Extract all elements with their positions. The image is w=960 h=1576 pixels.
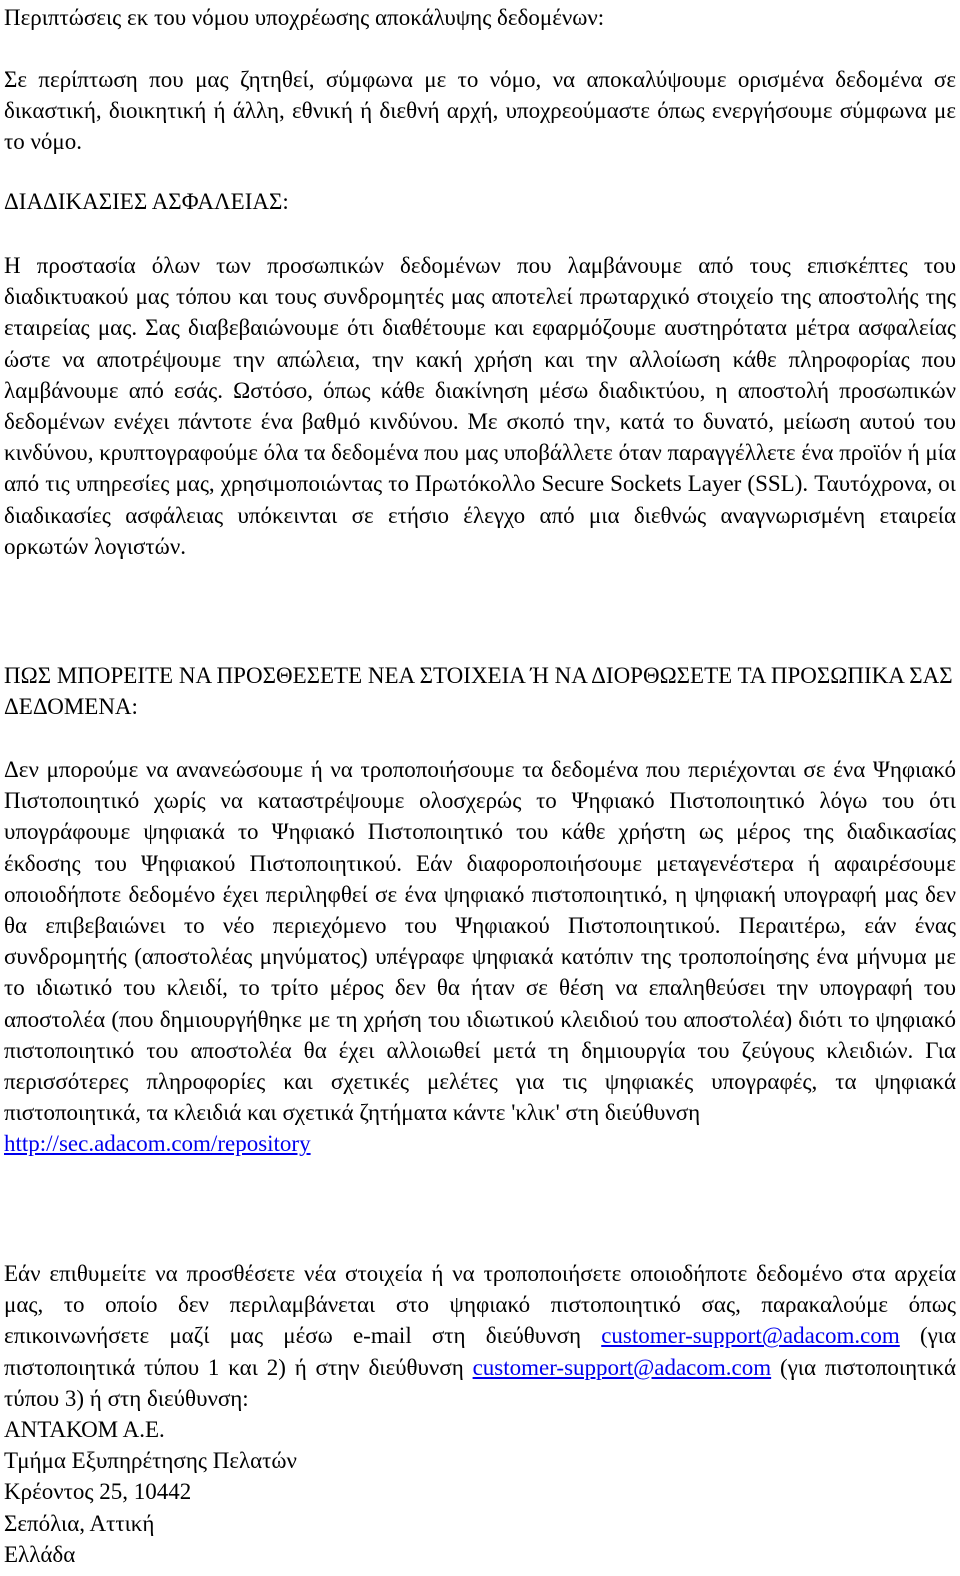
area-address: Σεπόλια, Αττική — [4, 1510, 155, 1536]
support-email-link-1[interactable]: customer-support@adacom.com — [601, 1323, 900, 1349]
disclosure-paragraph: Σε περίπτωση που μας ζητηθεί, σύμφωνα με το νόμο, να αποκαλύψουμε ορισμένα δεδομένα σε δικαστική, διοικητική ή άλλη, εθνική ή διεθνή αρχή, υποχρεούμαστε όπως ενεργήσουμε σύμφωνα με το νόμο. — [4, 67, 956, 155]
support-email-note-1: (για πιστοποιητικά τύπου 1 και 2) ή στην διεύθυνση — [4, 1323, 957, 1380]
security-paragraph: Η προστασία όλων των προσωπικών δεδομένων που λαμβάνουμε από τους επισκέπτες του διαδικτυακού μας τόπου και τους συνδρομητές μας αποτελεί πρωταρχικό στοιχείο της αποστολής της εταιρείας μας. Σας διαβεβαιώνουμε ότι διαθέτουμε και εφαρμόζουμε αυστηρότατα μέτρα ασφαλείας ώστε να αποτρέψουμε την απώλεια, την κακή χρήση και την αλλοίωση κάθε πληροφορίας που λαμβάνουμε από εσάς. Ωστόσο, όπως κάθε διακίνηση μέσω διαδικτύου, η αποστολή προσωπικών δεδομένων ενέχει πάντοτε ένα βαθμό κινδύνου. Με σκοπό την, κατά το δυνατό, μείωση αυτού του κινδύνου, κρυπτογραφούμε όλα τα δεδομένα που μας υποβάλλετε όταν παραγγέλλετε ένα προϊόν ή μία από τις υπηρεσίες μας, χρησιμοποιώντας το Πρωτόκολλο Secure Sockets Layer (SSL). Ταυτόχρονα, οι διαδικασίες ασφάλειας υπόκεινται σε ετήσιο έλεγχο από μια διεθνώς αναγνωρισμένη εταιρεία ορκωτών λογιστών. — [4, 253, 956, 559]
disclosure-title: Περιπτώσεις εκ του νόμου υποχρέωσης αποκάλυψης δεδομένων: — [4, 5, 605, 30]
street-address: Κρέοντος 25, 10442 — [4, 1479, 192, 1505]
update-data-paragraph — [4, 754, 956, 1160]
contact-intro-text: Εάν επιθυμείτε να προσθέσετε νέα στοιχεία ή να τροποποιήσετε οποιοδήποτε δεδομένο στα αρχεία μας, το οποίο δεν περιλαμβάνεται στο ψηφιακό πιστοποιητικό σας, παρακαλούμε όπως επικοινωνήσετε μαζί μας μέσω e-mail στη διεύθυνση — [4, 1261, 956, 1349]
support-email-link-2[interactable]: customer-support@adacom.com — [472, 1354, 772, 1380]
repository-link[interactable]: http://sec.adacom.com/repository — [4, 1131, 311, 1157]
contact-paragraph — [4, 1258, 956, 1414]
update-data-text: Δεν μπορούμε να ανανεώσουμε ή να τροποποιήσουμε τα δεδομένα που περιέχονται σε ένα Ψηφιακό Πιστοποιητικό χωρίς να καταστρέψουμε ολοσχερώς το Ψηφιακό Πιστοποιητικό λόγω του ότι υπογράφουμε ψηφιακά το Ψηφιακό Πιστοποιητικό του κάθε χρήστη ως μέρος της διαδικασίας έκδοσης του Ψηφιακού Πιστοποιητικού. Εάν διαφοροποιήσουμε μεταγενέστερα ή αφαιρέσουμε οποιοδήποτε δεδομένο έχει περιληφθεί σε ένα ψηφιακό πιστοποιητικό, η ψηφιακή υπογραφή μας δεν θα επιβεβαιώνει το νέο περιεχόμενο του Ψηφιακού Πιστοποιητικού. Περαιτέρω, εάν ένας συνδρομητής (αποστολέας μηνύματος) υπέγραφε ψηφιακά κατόπιν της τροποποίησης ένα μήνυμα με το ιδιωτικό του κλειδί, το τρίτο μέρος δεν θα ήταν σε θέση να επαληθεύσει την υπογραφή του αποστολέα (που δημιουργήθηκε με τη χρήση του ιδιωτικού κλειδιού του αποστολέα) διότι το ψηφιακό πιστοποιητικό του αποστολέα θα έχει αλλοιωθεί μετά τη δημιουργία του ζεύγους κλειδιών. Για περισσότερες πληροφορίες και σχετικές μελέτες για τις ψηφιακές υπογραφές, τα ψηφιακά πιστοποιητικά, τα κλειδιά και σχετικά ζητήματα κάντε 'κλικ' στη διεύθυνση — [4, 757, 956, 1126]
company-name: ΑΝΤΑΚΟΜ Α.Ε. — [4, 1417, 165, 1443]
support-email-note-2: (για πιστοποιητικά τύπου 3) ή στη διεύθυνση: — [4, 1354, 956, 1411]
contact-section — [4, 1258, 956, 1570]
department-name: Τμήμα Εξυπηρέτησης Πελατών — [4, 1448, 297, 1474]
security-heading: ΔΙΑΔΙΚΑΣΙΕΣ ΑΣΦΑΛΕΙΑΣ: — [4, 189, 289, 214]
country-name: Ελλάδα — [4, 1541, 76, 1567]
update-data-heading: ΠΩΣ ΜΠΟΡΕΙΤΕ ΝΑ ΠΡΟΣΘΕΣΕΤΕ ΝΕΑ ΣΤΟΙΧΕΙΑ Ή ΝΑ ΔΙΟΡΘΩΣΕΤΕ ΤΑ ΠΡΟΣΩΠΙΚΑ ΣΑΣ ΔΕΔΟΜΕΝΑ: — [4, 663, 953, 720]
